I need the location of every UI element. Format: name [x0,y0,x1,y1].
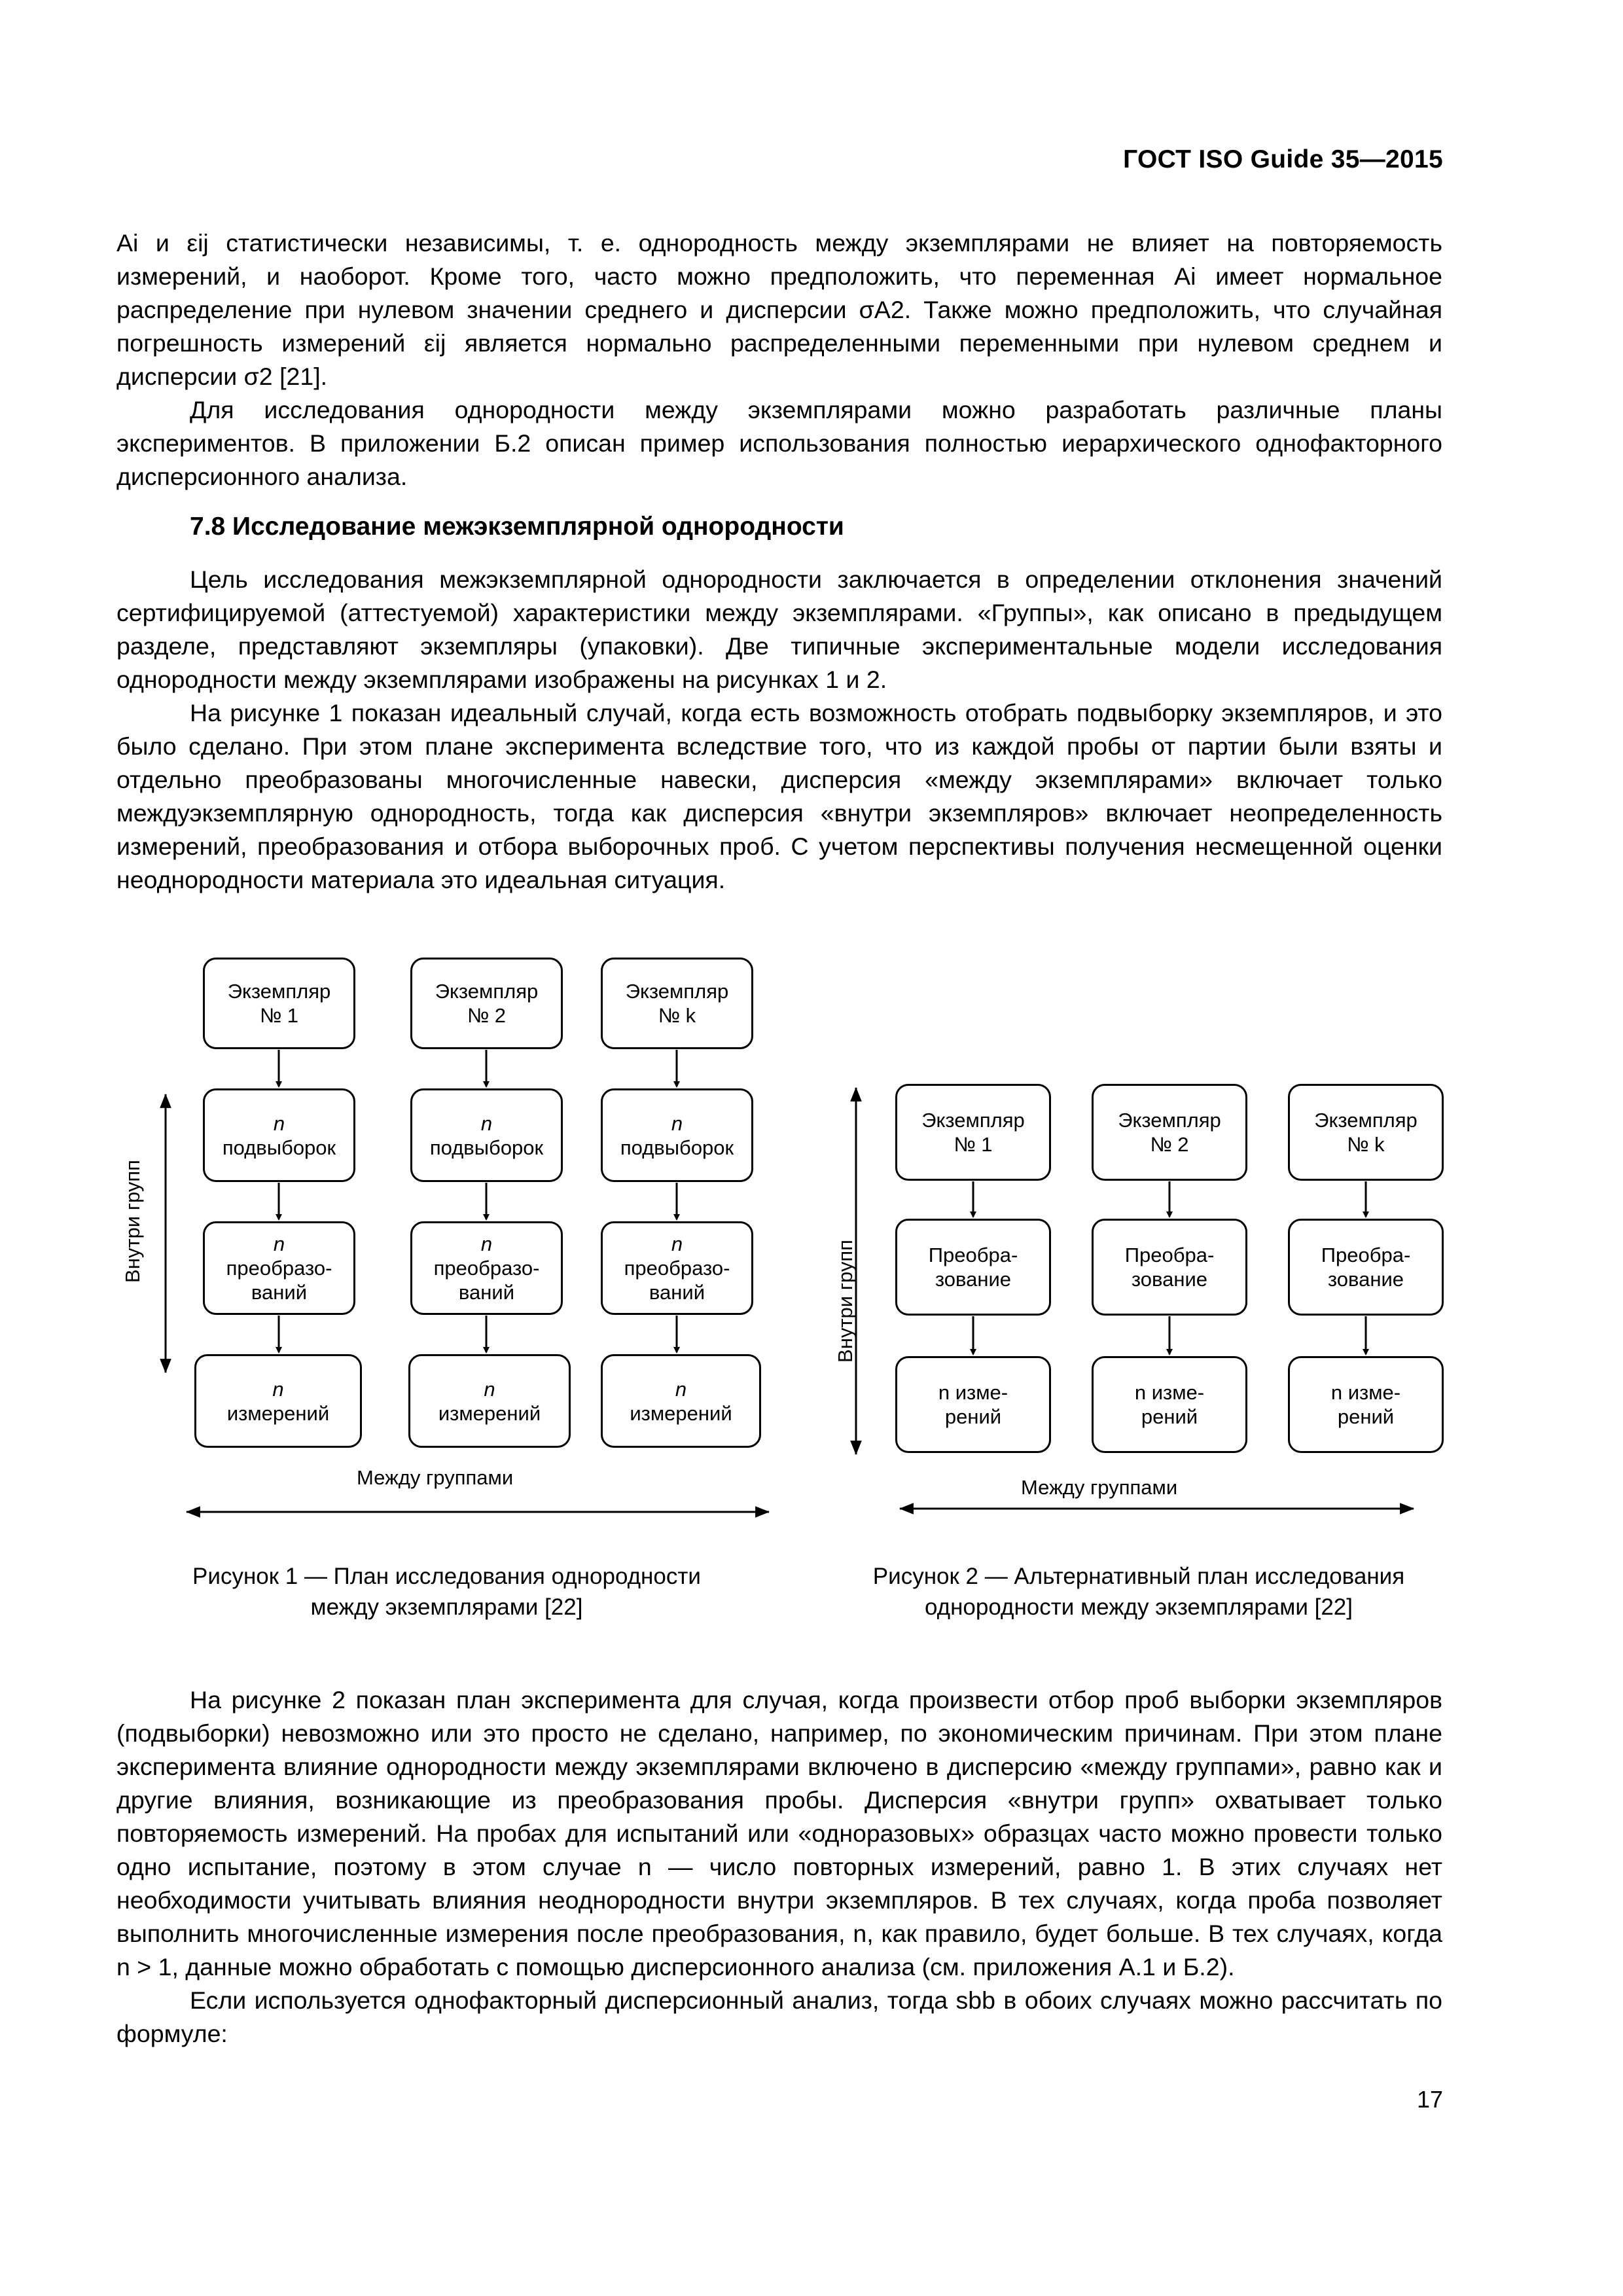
fig2-preparation-box-1: Преобра- зование [895,1219,1051,1316]
paragraph-1: Ai и εij статистически независимы, т. е. однородность между экземплярами не влияет на повторяемость измерений, и наоборот. Кроме того, часто можно предположить, что переменная Ai имеет нормальное распределение при нулевом значении среднего и дисперсии σA2. Также можно предположить, что случайная погрешность измерений εij является нормально распределенными переменными при нулевом среднем и дисперсии σ2 [21]. [116,229,1442,390]
fig1-measurement-box-2: n измерений [408,1354,571,1448]
figure-1-caption: Рисунок 1 — План исследования однородности между экземплярами [22] [192,1564,701,1620]
fig1-measurement-box-1: n измерений [194,1354,362,1448]
fig2-sample-box-1: Экземпляр № 1 [895,1084,1051,1181]
fig2-measurement-box-1: n изме- рений [895,1356,1051,1453]
section-heading: 7.8 Исследование межэкземплярной однородности [190,512,844,541]
fig2-between-groups-label: Между группами [1021,1476,1178,1499]
fig2-measurement-box-k: n изме- рений [1288,1356,1444,1453]
paragraph-2: Для исследования однородности между экземплярами можно разработать различные планы экспериментов. В приложении Б.2 описан пример использования полностью иерархического однофакторного дисперсионного анализа. [116,396,1442,490]
text-block-top [116,226,1442,493]
fig2-measurement-box-2: n изме- рений [1092,1356,1247,1453]
fig1-within-groups-label: Внутри групп [121,1160,144,1283]
document-header: ГОСТ ISO Guide 35—2015 [1123,145,1443,173]
fig1-subsample-box-1: n подвыборок [203,1088,355,1182]
fig1-sample-box-k: Экземпляр № k [601,958,753,1049]
fig1-subsample-box-k: n подвыборок [601,1088,753,1182]
fig2-preparation-box-2: Преобра- зование [1092,1219,1247,1316]
figure-2-caption: Рисунок 2 — Альтернативный план исследования однородности между экземплярами [22] [872,1564,1405,1620]
page-number: 17 [1416,2086,1443,2113]
paragraph-6: Если используется однофакторный дисперсионный анализ, тогда sbb в обоих случаях можно рассчитать по формуле: [116,1986,1442,2047]
fig1-preparation-box-2: n преобразо- ваний [410,1221,563,1315]
fig1-measurement-box-k: n измерений [601,1354,761,1448]
fig1-sample-box-2: Экземпляр № 2 [410,958,563,1049]
paragraph-4: На рисунке 1 показан идеальный случай, когда есть возможность отобрать подвыборку экземпляров, и это было сделано. При этом плане эксперимента вследствие того, что из каждой пробы от партии были взяты и отдельно преобразованы многочисленные навески, дисперсия «между экземплярами» включает только междуэкземплярную однородность, тогда как дисперсия «внутри экземпляров» включает неопределенность измерений, преобразования и отбора выборочных проб. С учетом перспективы получения несмещенной оценки неоднородности материала это идеальная ситуация. [116,699,1442,893]
paragraph-5: На рисунке 2 показан план эксперимента для случая, когда произвести отбор проб выборки экземпляров (подвыборки) невозможно или это просто не сделано, например, по экономическим причинам. При этом плане эксперимента влияние однородности между экземплярами включено в дисперсию «между группами», равно как и другие влияния, возникающие из преобразования пробы. Дисперсия «внутри групп» охватывает только повторяемость измерений. На пробах для испытаний или «одноразовых» образцах часто можно провести только одно испытание, поэтому в этом случае n — число повторных измерений, равно 1. В этих случаях нет необходимости учитывать влияния неоднородности внутри экземпляров. В тех случаях, когда проба позволяет выполнить многочисленные измерения после преобразования, n, как правило, будет больше. В тех случаях, когда n > 1, данные можно обработать с помощью дисперсионного анализа (см. приложения А.1 и Б.2). [116,1686,1442,1981]
text-block-mid [116,563,1442,897]
text-block-bottom [116,1683,1442,2051]
fig1-preparation-box-k: n преобразо- ваний [601,1221,753,1315]
fig1-preparation-box-1: n преобразо- ваний [203,1221,355,1315]
fig2-preparation-box-k: Преобра- зование [1288,1219,1444,1316]
fig1-subsample-box-2: n подвыборок [410,1088,563,1182]
fig2-sample-box-k: Экземпляр № k [1288,1084,1444,1181]
fig1-between-groups-label: Между группами [357,1466,514,1489]
fig1-sample-box-1: Экземпляр № 1 [203,958,355,1049]
paragraph-3: Цель исследования межэкземплярной однородности заключается в определении отклонения значений сертифицируемой (аттестуемой) характеристики между экземплярами. «Группы», как описано в предыдущем разделе, представляют экземпляры (упаковки). Две типичные экспериментальные модели исследования однородности между экземплярами изображены на рисунках 1 и 2. [116,565,1442,693]
fig2-within-groups-label: Внутри групп [834,1240,857,1363]
fig2-sample-box-2: Экземпляр № 2 [1092,1084,1247,1181]
